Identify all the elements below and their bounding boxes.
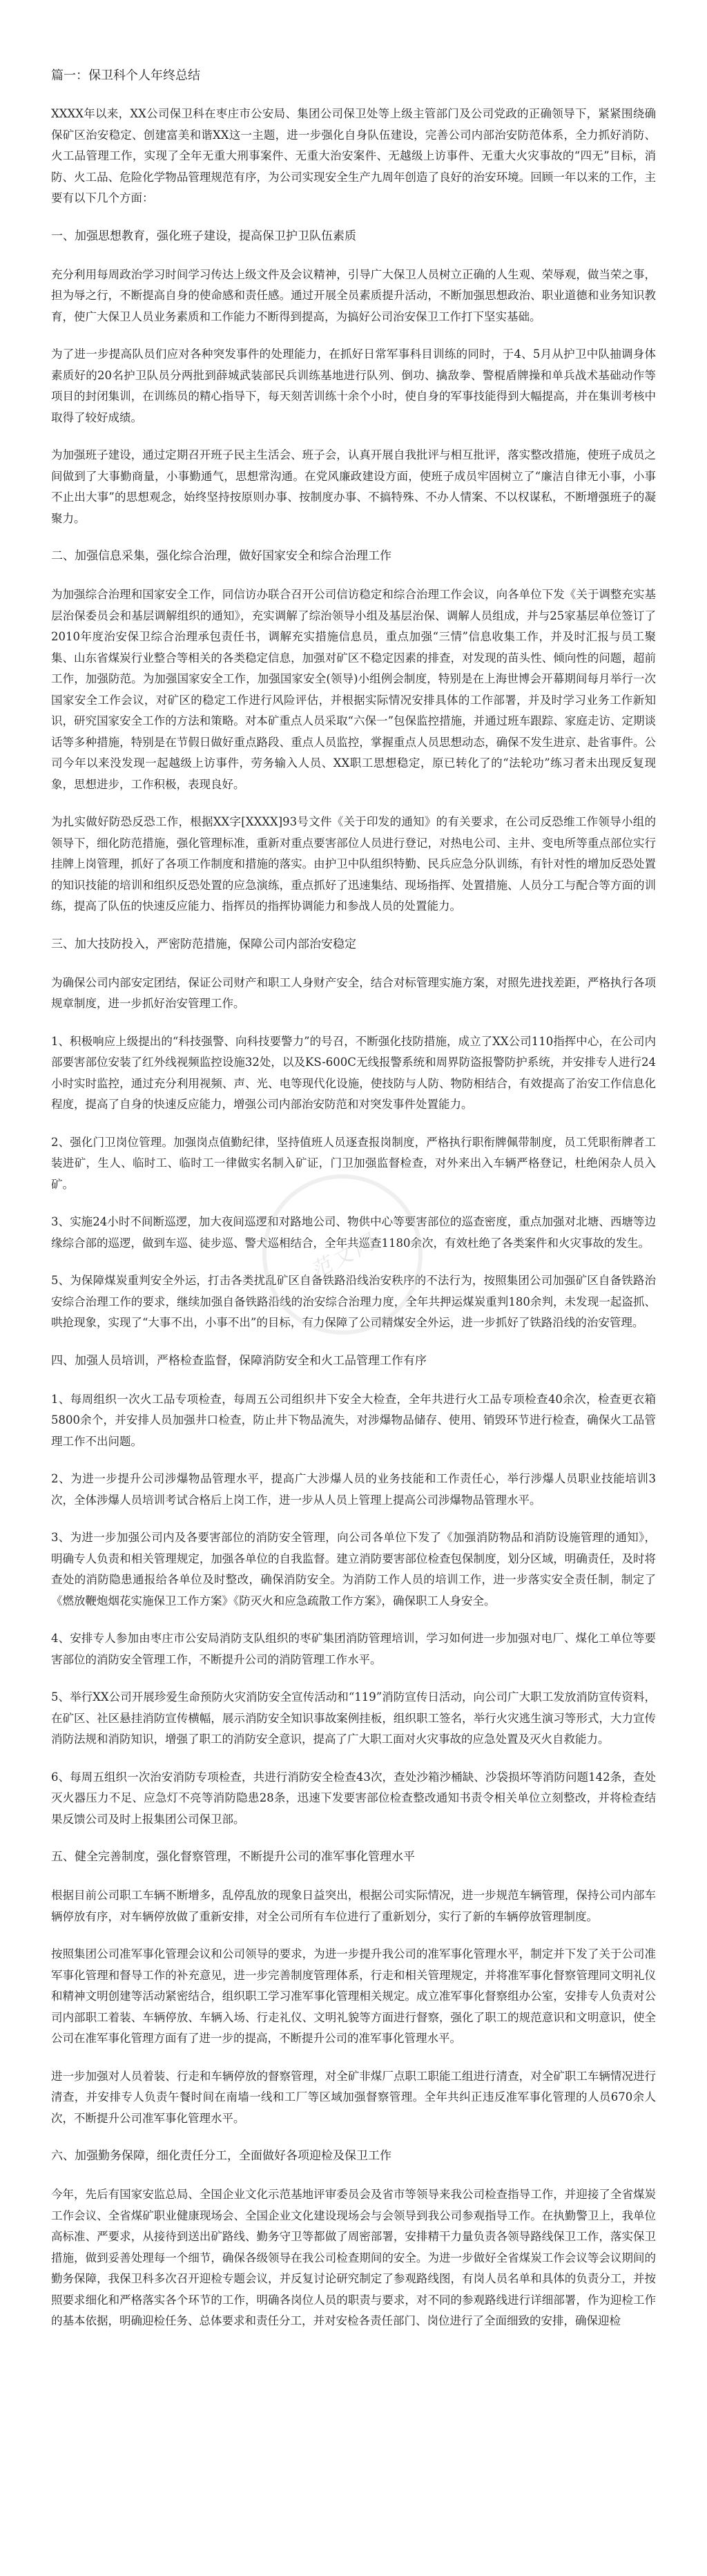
section-heading: 六、加强勤务保障，细化责任分工，全面做好各项迎检及保卫工作 [51,2149,391,2163]
paragraph: 1、每周组织一次火工品专项检查，每周五公司组织井下安全大检查，全年共进行火工品专项检查40余次，检查更衣箱5800余个，并安排人员加强井口检查，防止井下物品流失，对涉爆物品储存、使用、销毁环节进行检查，确保火工品管理工作不出问题。 [51,1392,656,1448]
paragraph: 今年，先后有国家安监总局、全国企业文化示范基地评审委员会及省市等领导来我公司检查指导工作，并迎接了全省煤炭工作会议、全省煤矿职业健康现场会、全国企业文化建设现场会与会领导到我公司参观指导工作。在执勤警卫上，我单位高标准、严要求，从接待到送出矿路线、勤务守卫等都做了周密部署，安排精干力量负责各领导路线保卫工作，落实保卫措施，做到妥善处理每一个细节，确保各级领导在我公司检查期间的安全。为进一步做好全省煤炭工作会议等会议期间的勤务保障，我保卫科多次召开迎检专题会议，并反复讨论研究制定了参观路线图，有岗人员名单和具体的负责分工，并按照要求细化和严格落实各个环节的工作，明确各岗位人员的职责与要求，对不同的参观路线进行详细部署，作为迎检工作的基本依据，明确迎检任务、总体要求和责任分工，并对安检各责任部门、岗位进行了全面细致的安排，确保迎检 [51,2188,656,2327]
paragraph: 为加强综合治理和国家安全工作，同信访办联合召开公司信访稳定和综合治理工作会议，向各单位下发《关于调整充实基层治保委员会和基层调解组织的通知》，充实调解了综治领导小组及基层治保、调解人员组成，并与25家基层单位签订了2010年度治安保卫综合治理承包责任书，调解充实措施信息员，重点加强“三情”信息收集工作，并及时汇报与员工聚集、山东省煤炭行业整合等相关的各类稳定信息，加强对矿区不稳定因素的排查，对发现的苗头性、倾向性的问题，超前工作，加强防范。为加强国家安全工作，加强国家安全(领导)小组例会制度，特别是在上海世博会开幕期间每月举行一次国家安全工作会议，对矿区的稳定工作进行风险评估，并根据实际情况安排具体的工作部署，并及时学习业务工作新知识，研究国家安全工作的方法和策略。对本矿重点人员采取“六保一”包保监控措施，并通过班车跟踪、家庭走访、定期谈话等多种措施，特别是在节假日做好重点路段、重点人员监控，掌握重点人员思想动态，确保不发生进京、赴省事件。公司今年以来没发现一起越级上访事件，劳务输入人员、XX职工思想稳定，原已转化了的“法轮功”练习者未出现反复现象，思想进步，工作积极，表现良好。 [51,588,656,791]
paragraph: XXXX年以来，XX公司保卫科在枣庄市公安局、集团公司保卫处等上级主管部门及公司党政的正确领导下，紧紧围绕确保矿区治安稳定、创建富美和谐XX这一主题，进一步强化自身队伍建设，完善公司内部治安防范体系，全力抓好消防、火工品管理工作，实现了全年无重大刑事案件、无重大治安案件、无越级上访事件、无重大火灾事故的“四无”目标，消防、火工品、危险化学物品管理规范有序，为公司实现安全生产九周年创造了良好的治安环境。回顾一年以来的工作，主要有以下几个方面： [51,107,656,204]
paragraph: 2、强化门卫岗位管理。加强岗点值勤纪律，坚持值班人员逐查报岗制度，严格执行职衔牌佩带制度，员工凭职衔牌者工装进矿，生人、临时工、临时工一律做实名制入矿证，门卫加强监督检查，对外来出入车辆严格登记，杜绝闲杂人员入矿。 [51,1135,656,1191]
section-heading: 五、健全完善制度，强化督察管理，不断提升公司的准军事化管理水平 [51,1850,415,1864]
document-body [51,104,656,2332]
paragraph: 为加强班子建设，通过定期召开班子民主生活会、班子会，认真开展自我批评与相互批评，落实整改措施，使班子成员之间做到了大事勤商量，小事勤通气，思想常沟通。在党风廉政建设方面，使班子成员牢固树立了“廉洁自律无小事，小事不止出大事”的思想观念，始终坚持按原则办事、按制度办事、不搞特殊、不办人情案、不以权谋私，不断增强班子的凝聚力。 [51,448,656,525]
paragraph: 充分利用每周政治学习时间学习传达上级文件及会议精神，引导广大保卫人员树立正确的人生观、荣辱观，做当荣之事，担为辱之行，不断提高自身的使命感和责任感。通过开展全员素质提升活动，不断加强思想政治、职业道德和业务知识教育，使广大保卫人员业务素质和工作能力不断得到提高，为搞好公司治安保卫工作打下坚实基础。 [51,267,656,323]
paragraph: 3、为进一步加强公司内及各要害部位的消防安全管理，向公司各单位下发了《加强消防物品和消防设施管理的通知》，明确专人负责和相关管理规定，加强各单位的自我监督。建立消防要害部位检查包保制度，划分区域，明确责任，及时将查处的消防隐患通报给各单位及时整改，确保消防安全。为消防工作人员的培训工作，进一步落实安全责任制，制定了《燃放鞭炮烟花实施保卫工作方案》《防灭火和应急疏散工作方案》，确保职工人身安全。 [51,1531,656,1607]
section-heading: 四、加强人员培训，严格检查监督，保障消防安全和火工品管理工作有序 [51,1353,427,1368]
paragraph: 3、实施24小时不间断巡逻，加大夜间巡逻和对路地公司、物供中心等要害部位的巡查密度，重点加强对北塘、西塘等边缘综合部的巡逻，做到车巡、徒步巡、警犬巡相结合，全年共巡查1180余次，有效杜绝了各类案件和火灾事故的发生。 [51,1215,656,1250]
paragraph: 进一步加强对人员着装、行走和车辆停放的督察管理，对全矿非煤厂点职工职能工组进行清查，对全矿职工车辆情况进行清查，并安排专人负责午餐时间在南墙一线和工厂等区域加强督察管理。全年共纠正违反准军事化管理的人员670余人次，不断提升公司准军事化管理水平。 [51,2069,656,2125]
paragraph: 1、积极响应上级提出的“科技强警、向科技要警力”的号召，不断强化技防措施，成立了XX公司110指挥中心，在公司内部要害部位安装了红外线视频监控设施32处，以及KS-600C无线报警系统和周界防盗报警防护系统，并安排专人进行24小时实时监控，通过充分利用视频、声、光、电等现代化设施，使技防与人防、物防相结合，有效提高了治安工作信息化程度，提高了自身的快速反应能力，增强公司内部治安防范和对突发事件处置能力。 [51,1034,656,1111]
section-heading: 三、加大技防投入，严密防范措施，保障公司内部治安稳定 [51,937,356,951]
paragraph: 6、每周五组织一次治安消防专项检查，共进行消防安全检查43次，查处沙箱沙桶缺、沙袋损坏等消防问题142条，查处灭火器压力不足、应急灯不亮等消防隐患28条，迅速下发要害部位检查整改通知书责令相关单位立刻整改，并将检查结果反馈公司及时上报集团公司保卫部。 [51,1770,656,1826]
paragraph: 为确保公司内部安定团结，保证公司财产和职工人身财产安全，结合对标管理实施方案，对照先进找差距，严格执行各项规章制度，进一步抓好治安管理工作。 [51,975,656,1010]
paragraph: 2、为进一步提升公司涉爆物品管理水平，提高广大涉爆人员的业务技能和工作责任心，举行涉爆人员职业技能培训3次，全体涉爆人员培训考试合格后上岗工作，进一步从人员上管理上提高公司涉爆物品管理水平。 [51,1472,656,1507]
paragraph: 5、举行XX公司开展珍爱生命预防火灾消防安全宣传活动和“119”消防宣传日活动，向公司广大职工发放消防宣传资料，在矿区、社区悬挂消防宣传横幅，展示消防安全知识事故案例挂板，组织职工签名，举行火灾逃生演习等形式，大力宣传消防法规和消防知识，增强了职工的消防安全意识，提高了广大职工面对火灾事故的应急处置及灭火自救能力。 [51,1690,656,1746]
paragraph: 按照集团公司准军事化管理会议和公司领导的要求，为进一步提升我公司的准军事化管理水平，制定并下发了关于公司准军事化管理和督导工作的补充意见，进一步完善制度管理体系，行走和相关管理规定，并将准军事化督察管理同文明礼仪和精神文明创建等活动紧密结合，组织职工学习准军事化管理相关规定。成立准军事化督察组办公室，安排专人负责对公司内部职工着装、车辆停放、车辆入场、行走礼仪、文明礼貌等方面进行督察，强化了职工的规范意识和文明意识，使全公司在准军事化管理方面有了进一步的提高，不断提升公司的准军事化管理水平。 [51,1947,656,2045]
paragraph: 5、为保障煤炭重判安全外运，打击各类扰乱矿区自备铁路沿线治安秩序的不法行为，按照集团公司加强矿区自备铁路治安综合治理工作的要求，继续加强自备铁路沿线的治安综合治理力度，全年共押运煤炭重判180余判，未发现一起盗抓、哄抢现象，实现了“大事不出，小事不出”的目标，有力保障了公司精煤安全外运，进一步抓好了铁路沿线的治安管理。 [51,1274,656,1329]
section-heading: 二、加强信息采集，强化综合治理，做好国家安全和综合治理工作 [51,549,391,563]
paragraph: 为了进一步提高队员们应对各种突发事件的处理能力，在抓好日常军事科目训练的同时，于4、5月从护卫中队抽调身体素质好的20名护卫队员分两批到薛城武装部民兵训练基地进行队列、倒功、擒敌拳、警棍盾牌操和单兵战术基础动作等项目的封闭集训，在训练员的精心指导下，每天刻苦训练十余个小时，使自身的军事技能得到大幅提高，并在集训考核中取得了较好成绩。 [51,347,656,424]
document-title: 篇一：保卫科个人年终总结 [51,68,200,83]
section-heading: 一、加强思想教育，强化班子建设，提高保卫护卫队伍素质 [51,229,356,243]
paragraph: 4、安排专人参加由枣庄市公安局消防支队组织的枣矿集团消防管理培训，学习如何进一步加强对电厂、煤化工单位等要害部位的消防安全管理工作，不断提升公司的消防管理工作水平。 [51,1632,656,1666]
watermark-text: 范文网 [307,1229,380,1284]
paragraph: 为扎实做好防恐反恐工作，根据XX字[XXXX]93号文件《关于印发的通知》的有关要求，在公司反恐维工作领导小组的领导下，细化防范措施，强化管理标准，重新对重点要害部位人员进行登记，对热电公司、主井、变电所等重点部位实行挂牌上岗管理，抓好了各项工作制度和措施的落实。由护卫中队组织特勤、民兵应急分队训练，有针对性的增加反恐处置的知识技能的培训和组织反恐处置的应急演练，重点抓好了迅速集结、现场指挥、处置措施、人员分工与配合等方面的训练，提高了队伍的快速反应能力、指挥员的指挥协调能力和参战人员的处置能力。 [51,815,656,913]
paragraph: 根据目前公司职工车辆不断增多，乱停乱放的现象日益突出，根据公司实际情况，进一步规范车辆管理，保持公司内部车辆停放有序，对车辆停放做了重新安排，对全公司所有车位进行了重新划分，实行了新的车辆停放管理制度。 [51,1889,656,1923]
